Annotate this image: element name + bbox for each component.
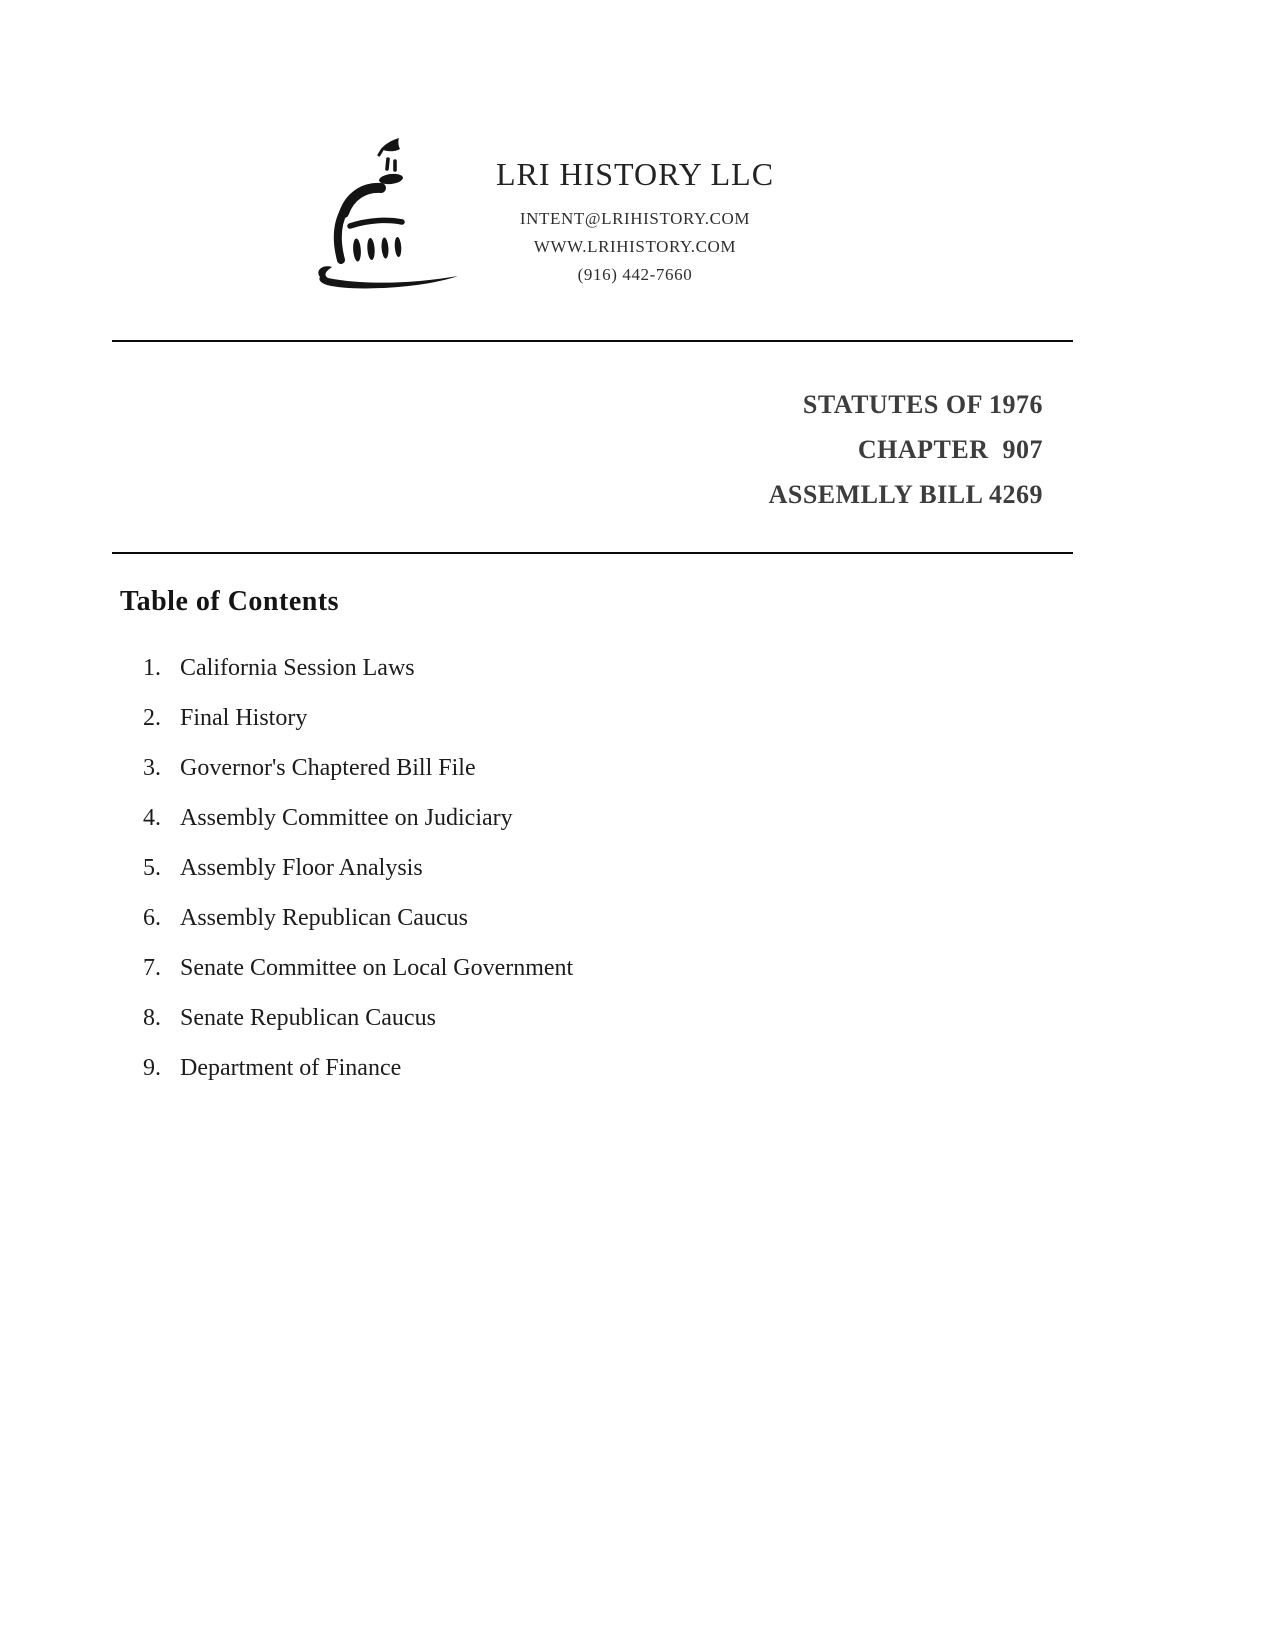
toc-item-label: Assembly Floor Analysis xyxy=(180,855,423,881)
toc-item-number: 2. xyxy=(143,705,161,731)
toc-item xyxy=(143,752,843,802)
toc-item-label: Governor's Chaptered Bill File xyxy=(180,755,476,781)
toc-item-label: Department of Finance xyxy=(180,1055,402,1081)
statutes-year-line: STATUTES OF 1976 xyxy=(802,390,1043,419)
toc-item-number: 8. xyxy=(143,1005,161,1031)
divider-top xyxy=(112,340,1073,342)
toc-list xyxy=(143,652,843,1102)
toc-item-label: Senate Committee on Local Government xyxy=(180,955,574,981)
letterhead xyxy=(420,155,850,289)
company-website: WWW.LRIHISTORY.COM xyxy=(533,237,737,256)
toc-item xyxy=(143,902,843,952)
toc-item-label: Assembly Republican Caucus xyxy=(180,905,468,931)
toc-item-label: Senate Republican Caucus xyxy=(180,1005,436,1031)
toc-item-number: 7. xyxy=(143,955,161,981)
statute-title-block xyxy=(560,382,1043,517)
company-phone: (916) 442-7660 xyxy=(577,265,693,284)
toc-item-label: California Session Laws xyxy=(180,655,415,681)
chapter-line: CHAPTER 907 xyxy=(857,435,1043,464)
toc-item-number: 1. xyxy=(143,655,161,681)
assembly-bill-line: ASSEMLLY BILL 4269 xyxy=(768,480,1043,509)
company-email: INTENT@LRIHISTORY.COM xyxy=(519,209,751,228)
toc-item-label: Final History xyxy=(180,705,308,731)
toc-item xyxy=(143,802,843,852)
toc-item-number: 3. xyxy=(143,755,161,781)
toc-heading: Table of Contents xyxy=(120,586,340,617)
toc-item-number: 9. xyxy=(143,1055,161,1081)
divider-bottom xyxy=(112,552,1073,554)
toc-item xyxy=(143,702,843,752)
toc-item-number: 5. xyxy=(143,855,161,881)
toc-item-number: 6. xyxy=(143,905,161,931)
company-name: LRI HISTORY LLC xyxy=(495,156,775,192)
toc-item xyxy=(143,1052,843,1102)
toc-item-number: 4. xyxy=(143,805,161,831)
toc-item xyxy=(143,652,843,702)
toc-item-label: Assembly Committee on Judiciary xyxy=(180,805,513,831)
toc-item xyxy=(143,1002,843,1052)
toc-item xyxy=(143,952,843,1002)
toc-item xyxy=(143,852,843,902)
